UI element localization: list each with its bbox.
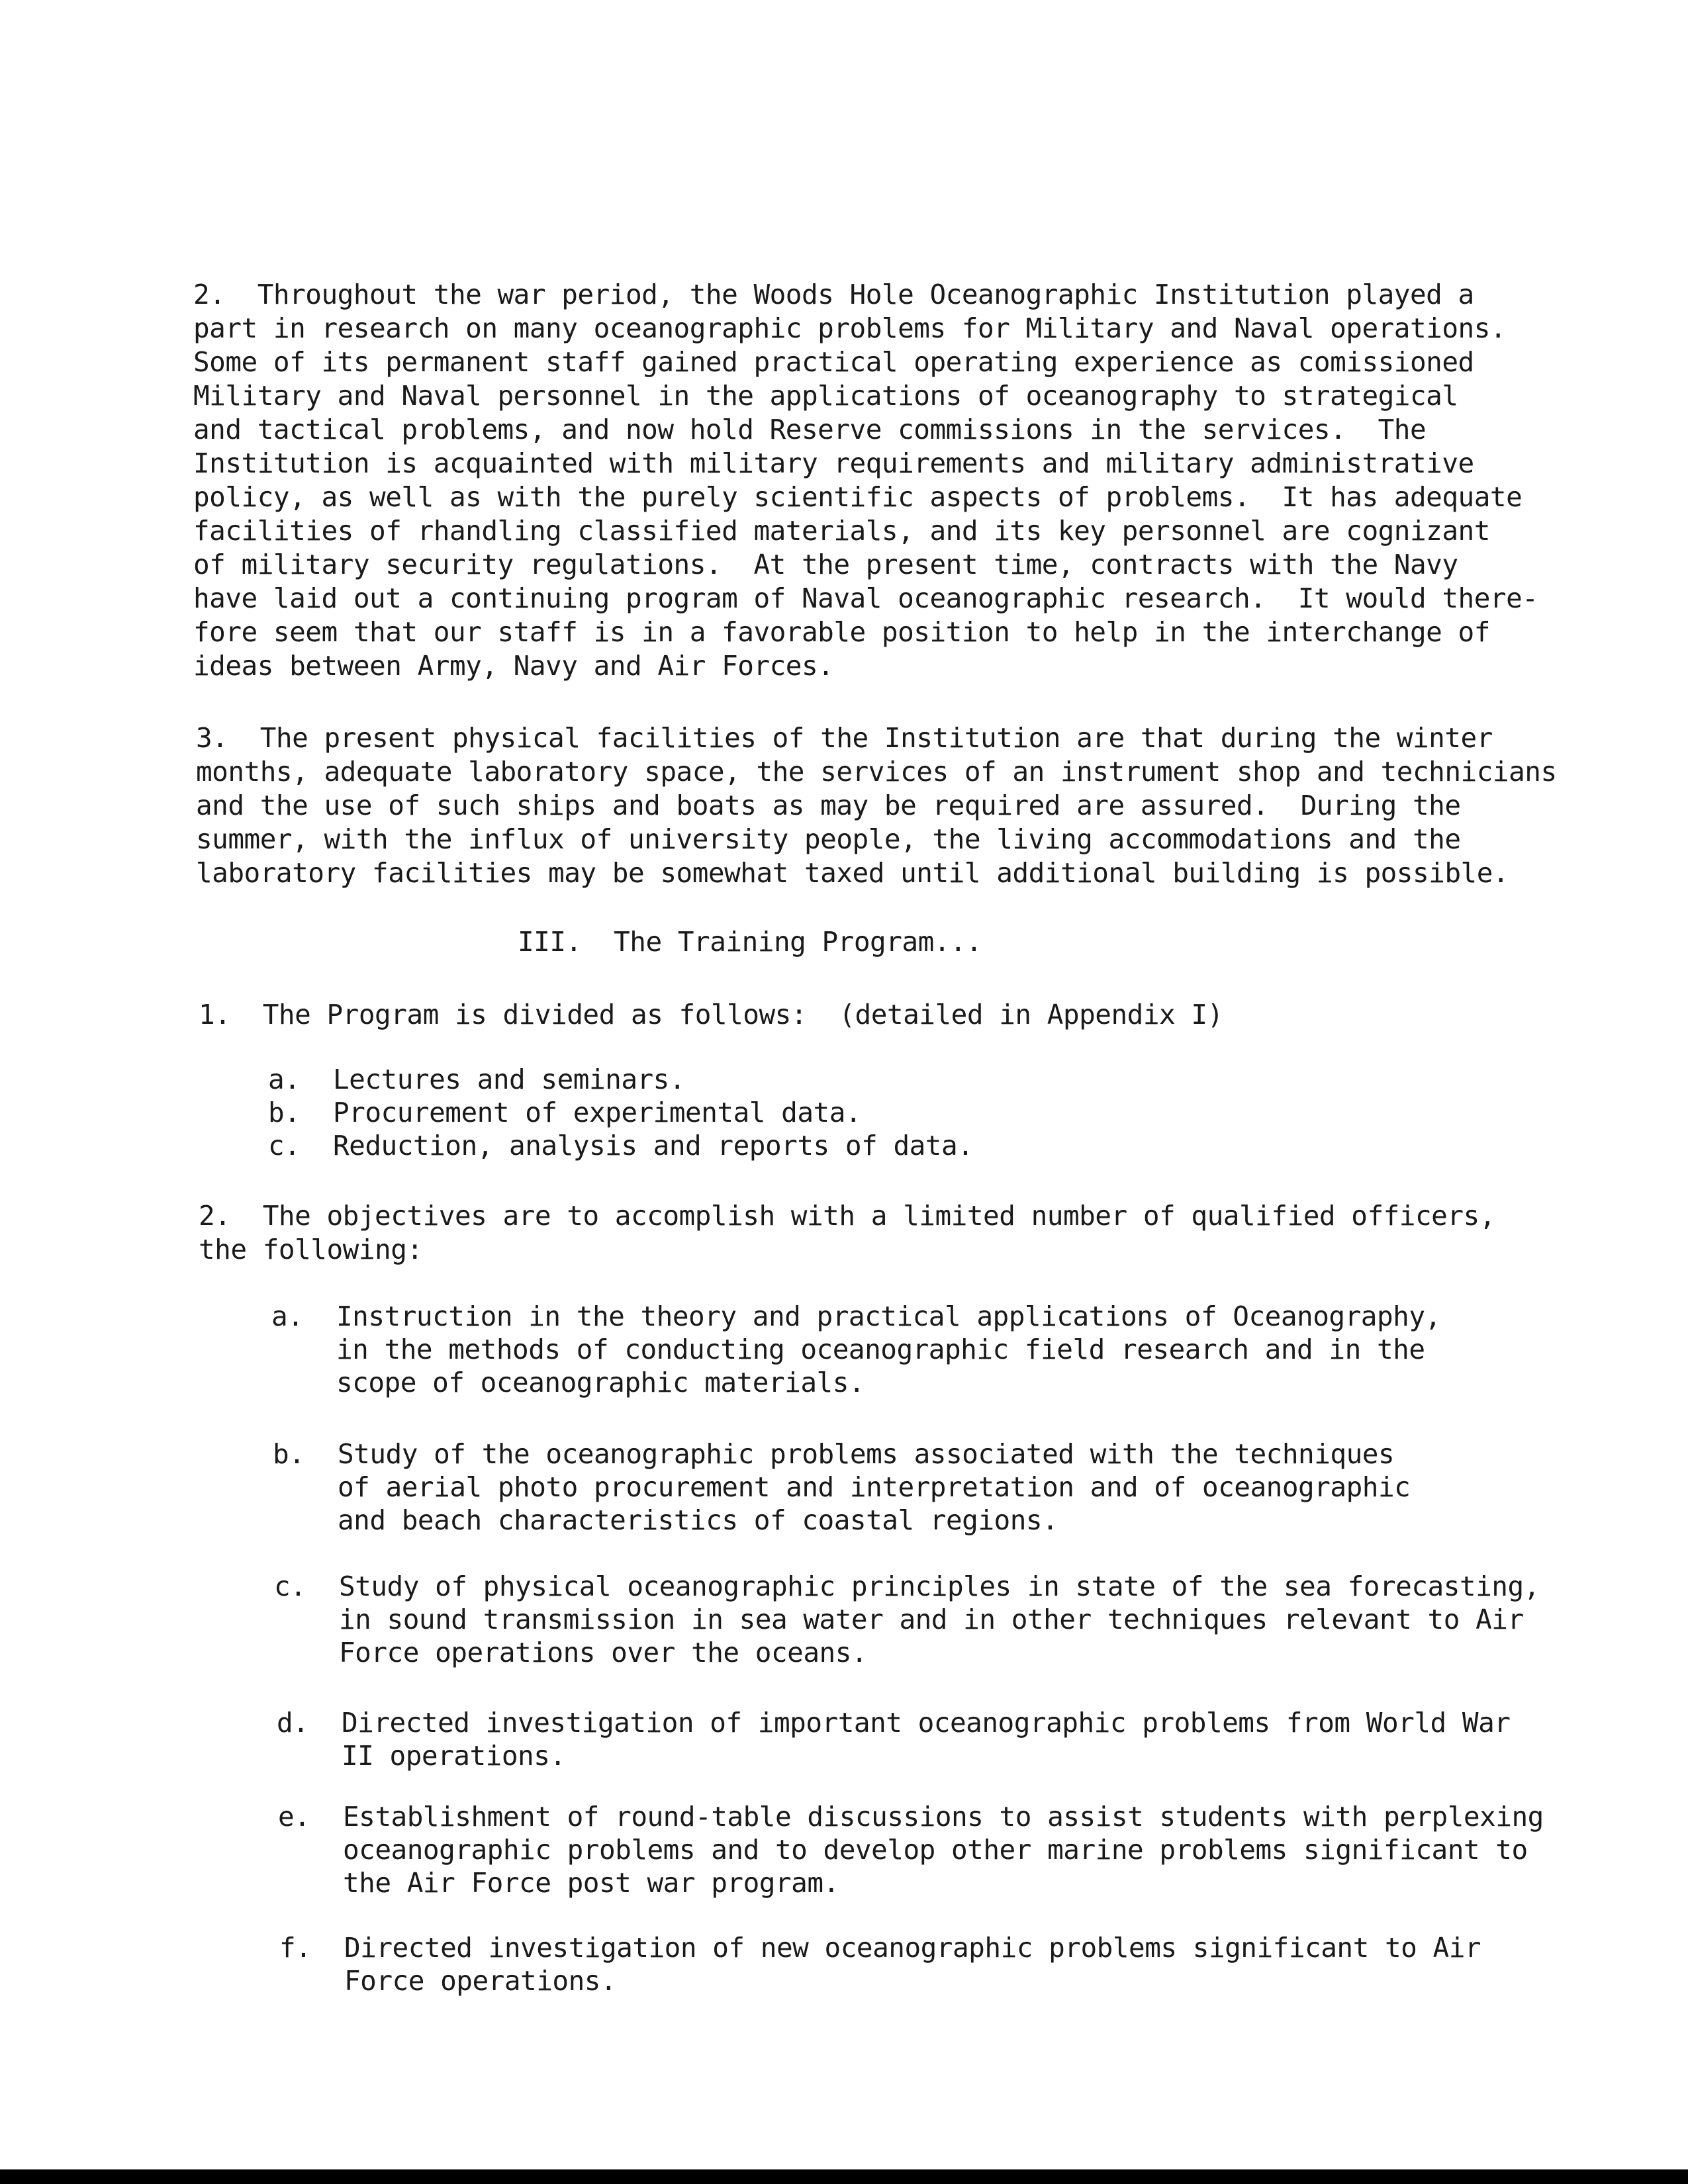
text-line: policy, as well as with the purely scientific aspects of problems. It has adequate bbox=[193, 481, 1523, 513]
text-line: and beach characteristics of coastal regions. bbox=[338, 1504, 1058, 1536]
text-line: in the methods of conducting oceanographic field research and in the bbox=[336, 1334, 1425, 1365]
text-line: Instruction in the theory and practical applications of Oceanography, bbox=[336, 1300, 1441, 1332]
subitem-label: d. bbox=[277, 1707, 309, 1739]
subitem-1a bbox=[268, 1063, 1460, 1096]
text-line: oceanographic problems and to develop other marine problems significant to bbox=[343, 1834, 1528, 1866]
text-line: the Air Force post war program. bbox=[343, 1867, 839, 1899]
subitem-label: c. bbox=[274, 1570, 306, 1602]
paragraph-2 bbox=[193, 278, 1538, 683]
text-line: have laid out a continuing program of Naval oceanographic research. It would there- bbox=[193, 582, 1538, 614]
subitem-1c bbox=[268, 1129, 1460, 1162]
text-line: Directed investigation of important oceanographic problems from World War bbox=[342, 1707, 1511, 1739]
text-line: ideas between Army, Navy and Air Forces. bbox=[193, 650, 834, 682]
subitem-label: f. bbox=[279, 1932, 312, 1964]
text-line: Some of its permanent staff gained practical operating experience as comissioned bbox=[193, 346, 1474, 378]
subitem-2a bbox=[271, 1300, 1595, 1399]
subitem-text: Lectures and seminars. bbox=[333, 1064, 686, 1095]
text-line: laboratory facilities may be somewhat taxed until additional building is possible. bbox=[196, 857, 1509, 889]
subitem-2e bbox=[278, 1800, 1602, 1899]
subitem-2c bbox=[274, 1570, 1598, 1669]
text-line: fore seem that our staff is in a favorable position to help in the interchange of bbox=[193, 616, 1490, 648]
section-heading: III. The Training Program... bbox=[518, 926, 982, 958]
paragraph-3 bbox=[196, 721, 1557, 890]
subitem-text: Procurement of experimental data. bbox=[333, 1097, 862, 1128]
subitem-label: b. bbox=[268, 1097, 301, 1128]
text-line: II operations. bbox=[342, 1740, 566, 1772]
text-line: 2. Throughout the war period, the Woods Hole Oceanographic Institution played a bbox=[193, 279, 1474, 310]
subitem-text bbox=[343, 1800, 1544, 1899]
subitem-1b bbox=[268, 1096, 1460, 1129]
text-line: Institution is acquainted with military requirements and military administrative bbox=[193, 447, 1474, 479]
text-line: Military and Naval personnel in the applications of oceanography to strategical bbox=[193, 380, 1458, 412]
subitem-text: Reduction, analysis and reports of data. bbox=[333, 1130, 974, 1161]
text-line: facilities of rhandling classified materials, and its key personnel are cognizant bbox=[193, 515, 1490, 547]
subitem-2f bbox=[279, 1931, 1603, 1997]
text-line: scope of oceanographic materials. bbox=[336, 1367, 865, 1398]
text-line: Study of physical oceanographic principles in state of the sea forecasting, bbox=[339, 1570, 1540, 1602]
text-line: Establishment of round-table discussions to assist students with perplexing bbox=[343, 1801, 1544, 1833]
item-1: 1. The Program is divided as follows: (detailed in Appendix I) bbox=[199, 999, 1223, 1030]
text-line: and the use of such ships and boats as may be required are assured. During the bbox=[196, 790, 1461, 821]
text-line: months, adequate laboratory space, the services of an instrument shop and technicians bbox=[196, 756, 1557, 788]
text-line: Directed investigation of new oceanographic problems significant to Air bbox=[344, 1932, 1481, 1964]
text-line: the following: bbox=[199, 1234, 423, 1265]
text-line: summer, with the influx of university people, the living accommodations and the bbox=[196, 823, 1461, 855]
text-line: part in research on many oceanographic problems for Military and Naval operations. bbox=[193, 312, 1507, 344]
subitem-label: a. bbox=[271, 1300, 304, 1332]
subitem-label: a. bbox=[268, 1064, 301, 1095]
text-line: 3. The present physical facilities of the Institution are that during the winter bbox=[196, 722, 1493, 754]
subitem-text bbox=[342, 1706, 1510, 1772]
subitem-text bbox=[344, 1931, 1481, 1997]
subitem-text bbox=[336, 1300, 1441, 1399]
item-2 bbox=[199, 1199, 1495, 1267]
text-line: of aerial photo procurement and interpretation and of oceanographic bbox=[338, 1471, 1411, 1503]
subitem-label: c. bbox=[268, 1130, 301, 1161]
subitem-text bbox=[339, 1570, 1540, 1669]
subitem-label: e. bbox=[278, 1801, 310, 1833]
subitem-label: b. bbox=[273, 1438, 305, 1470]
text-line: in sound transmission in sea water and in other techniques relevant to Air bbox=[339, 1604, 1524, 1635]
subitem-2d bbox=[277, 1706, 1601, 1772]
text-line: and tactical problems, and now hold Reserve commissions in the services. The bbox=[193, 414, 1427, 445]
text-line: Study of the oceanographic problems associated with the techniques bbox=[338, 1438, 1395, 1470]
text-line: Force operations over the oceans. bbox=[339, 1637, 868, 1668]
scan-edge-bar bbox=[0, 2169, 1688, 2184]
text-line: Force operations. bbox=[344, 1965, 617, 1997]
text-line: 2. The objectives are to accomplish with a limited number of qualified officers, bbox=[199, 1200, 1495, 1232]
subitem-text bbox=[338, 1437, 1410, 1537]
subitem-2b bbox=[273, 1437, 1597, 1537]
text-line: of military security regulations. At the present time, contracts with the Navy bbox=[193, 549, 1458, 580]
